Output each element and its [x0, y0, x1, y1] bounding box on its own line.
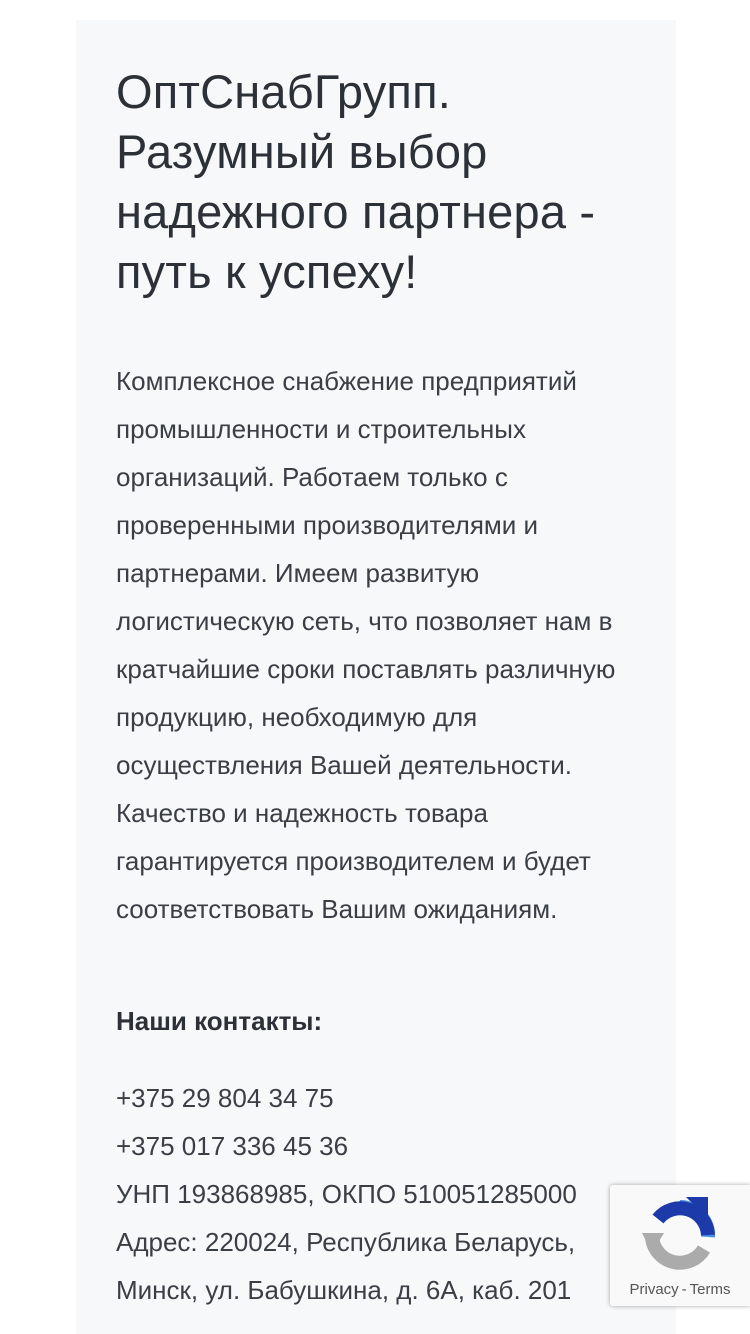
recaptcha-separator: - — [681, 1281, 687, 1298]
recaptcha-logo-icon — [642, 1197, 718, 1273]
contacts-list — [116, 1074, 636, 1314]
phone-link-2[interactable]: +375 017 336 45 36 — [116, 1131, 349, 1161]
recaptcha-badge[interactable] — [610, 1185, 750, 1306]
content-card — [76, 20, 679, 1334]
registry-info: УНП 193868985, ОКПО 510051285000 — [116, 1179, 577, 1209]
recaptcha-privacy-link[interactable]: Privacy — [629, 1281, 679, 1298]
phone-link-1[interactable]: +375 29 804 34 75 — [116, 1083, 334, 1113]
recaptcha-terms-link[interactable]: Terms — [689, 1281, 731, 1298]
contacts-heading: Наши контакты: — [116, 1006, 323, 1036]
page-title: ОптСнабГрупп. Разумный выбор надежного партнера - путь к успеху! — [116, 65, 596, 298]
address-line-2: Минск, ул. Бабушкина, д. 6А, каб. 201 — [116, 1275, 572, 1305]
recaptcha-footer — [610, 1280, 750, 1300]
address-line-1: Адрес: 220024, Республика Беларусь, — [116, 1227, 576, 1257]
company-description: Комплексное снабжение предприятий промышленности и строительных организаций. Работаем только с проверенными производителями и партнерами. Имеем развитую логистическую сеть, что позволяет нам в кратчайшие сроки поставлять различную продукцию, необходимую для осуществления Вашей деятельности. Качество и надежность товара гарантируется производителем и будет соответствовать Вашим ожиданиям. — [116, 366, 616, 924]
